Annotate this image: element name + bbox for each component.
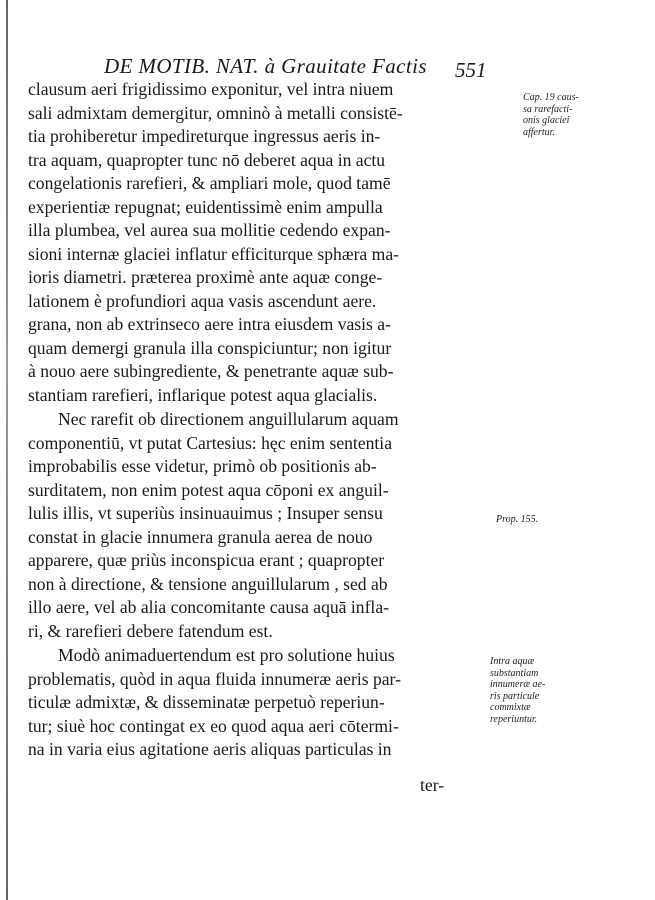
text-line: tur; siuè hoc contingat ex eo quod aqua aeri cōtermi- <box>28 715 399 736</box>
text-line: ticulæ admixtæ, & disseminatæ perpetuò reperiun- <box>28 692 385 712</box>
text-line: surditatem, non enim potest aqua cōponi ex anguil- <box>28 479 389 500</box>
margin-note-line: Cap. 19 caus- <box>523 92 579 103</box>
text-line: apparere, quæ priùs inconspicua erant ; quapropter <box>28 550 385 570</box>
text-line: lulis illis, vt superiùs insinuauimus ; Insuper sensu <box>28 503 383 523</box>
margin-note-line: ris particule <box>490 690 540 702</box>
text-line: clausum aeri frigidissimo exponitur, vel intra niuem <box>28 79 394 99</box>
text-line: illo aere, vel ab alia concomitante causa aquā infla- <box>28 597 389 617</box>
text-line: experientiæ repugnat; euidentissimè enim ampulla <box>28 196 383 217</box>
text-line: sali admixtam demergitur, omninò à metalli consistē- <box>28 102 403 123</box>
text-line: na in varia eius agitatione aeris aliquas particulas in <box>28 739 392 759</box>
body-text <box>28 78 498 762</box>
text-line: quam demergi granula illa conspiciuntur; non igitur <box>28 337 392 358</box>
margin-note-line: Prop. 155. <box>496 514 539 525</box>
margin-note-air-particles <box>490 656 545 725</box>
running-title: DE MOTIB. NAT. à Grauitate Factis <box>104 54 427 78</box>
margin-note-line: reperiuntur. <box>490 713 538 725</box>
text-line: tra aquam, quapropter tunc nō deberet aqua in actu <box>28 149 386 170</box>
text-line: non à directione, & tensione anguillularum , sed ab <box>28 573 388 594</box>
text-line: tia prohiberetur impedireturque ingressus aeris in- <box>28 126 381 146</box>
text-line: ioris diametri. præterea proximè ante aquæ conge- <box>28 267 383 287</box>
text-line: grana, non ab extrinseco aere intra eiusdem vasis a- <box>28 314 391 334</box>
text-line: stantiam rarefieri, inflarique potest aqua glacialis. <box>28 384 378 405</box>
text-line: à nouo aere subingrediente, & penetrante aquæ sub- <box>28 361 394 381</box>
text-line: componentiū, vt putat Cartesius: hęc enim sententia <box>28 432 393 453</box>
text-line: lationem è profundiori aqua vasis ascendunt aere. <box>28 290 377 311</box>
margin-note-proposition <box>496 514 538 526</box>
margin-note-line: onis glaciei <box>523 115 570 126</box>
catchword: ter- <box>420 775 445 795</box>
margin-note-line: substantiam <box>490 667 539 679</box>
text-line: ri, & rarefieri debere fatendum est. <box>28 620 273 641</box>
paragraph-first-line: Modò animaduertendum est pro solutione huius <box>58 645 395 665</box>
margin-note-cause <box>523 92 579 138</box>
text-line: illa plumbea, vel aurea sua mollitie cedendo expan- <box>28 220 391 240</box>
margin-note-line: affertur. <box>523 126 555 138</box>
margin-note-line: sa rarefacti- <box>523 103 573 115</box>
margin-note-line: commixtæ <box>490 702 531 713</box>
margin-note-line: innumeræ ae- <box>490 679 546 690</box>
text-line: problematis, quòd in aqua fluida innumeræ aeris par- <box>28 668 401 689</box>
text-line: congelationis rarefieri, & ampliari mole, quod tamē <box>28 173 391 193</box>
text-line: constat in glacie innumera granula aerea de nouo <box>28 526 373 547</box>
text-line: sioni internæ glaciei inflatur efficiturque sphæra ma- <box>28 243 399 264</box>
page-spine-edge <box>6 0 8 900</box>
page-number: 551 <box>455 58 487 82</box>
text-line: improbabilis esse videtur, primò ob positionis ab- <box>28 456 377 476</box>
paragraph-first-line: Nec rarefit ob directionem anguillularum aquam <box>58 409 399 429</box>
margin-note-line: Intra aquæ <box>490 656 535 667</box>
